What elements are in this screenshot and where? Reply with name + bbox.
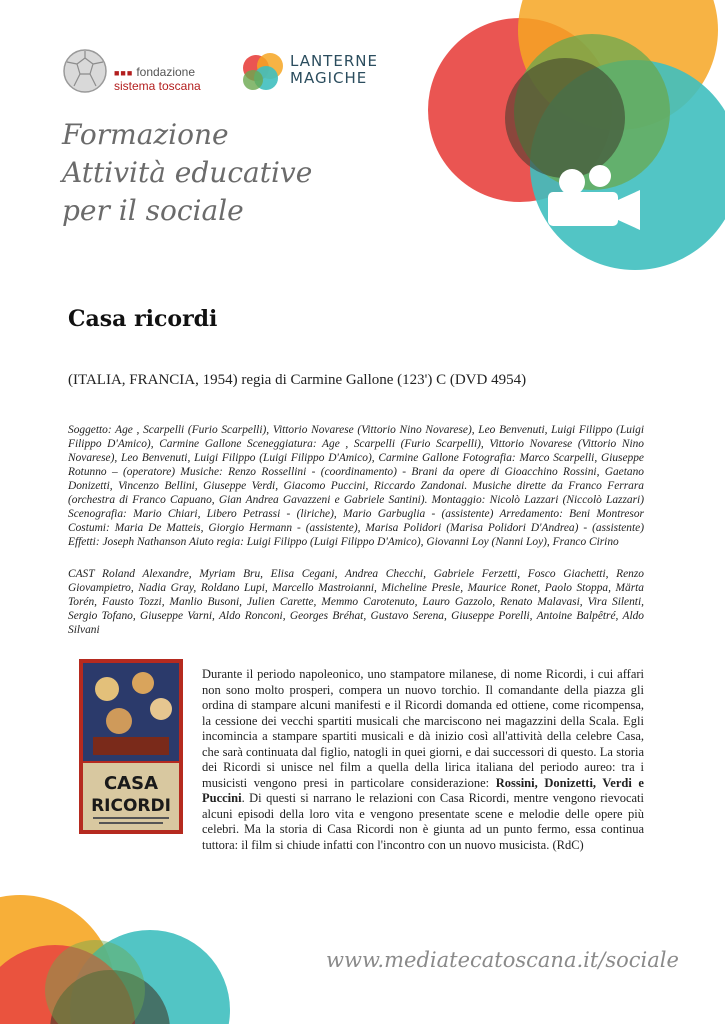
fondazione-sistema-toscana-logo <box>62 48 222 96</box>
footer-url[interactable]: www.mediatecatoscana.it/sociale <box>326 948 679 972</box>
football-icon <box>62 48 108 94</box>
fst-logo-line2: sistema toscana <box>114 79 201 93</box>
synopsis-composers: Rossini, Donizetti, Verdi e Puccini <box>202 775 644 805</box>
heading-line-3: per il sociale <box>62 194 244 227</box>
fst-logo-line1: fondazione <box>136 65 196 79</box>
lm-logo-line1: LANTERNE <box>290 52 378 70</box>
lanterne-magiche-logo <box>240 50 378 98</box>
film-poster <box>79 659 183 834</box>
film-synopsis <box>202 667 644 853</box>
synopsis-text-1: Durante il periodo napoleonico, uno stampatore milanese, di nome Ricordi, i cui affari non sono molto prosperi, compera un nuovo torchio. Il comandante della piazza gli ordina di stampare alcuni manifesti e il Ricordi domanda ed ottiene, come ricompensa, la cessione dei vecchi spartiti musicali che marciscono nei magazzini della Scala. Egli incomincia a stampare spartiti musicali e dà inizio così all'attività della celebre Casa, che sarà continuata dal figlio, natogli in quei giorni, e dai successori di questo. La storia dei Ricordi si unisce nel film a quella della lirica italiana del periodo aureo: tra i musicisti vengono presi in particolare considerazione: <box>202 667 644 790</box>
decorative-circles-bottom <box>0 840 725 1024</box>
lm-logo-line2: MAGICHE <box>290 69 368 87</box>
fst-logo-text <box>114 66 201 93</box>
synopsis-text-2: . Di questi si narrano le relazioni con Casa Ricordi, mentre vengono rievocati alcuni episodi della loro vita e vengono presentate scene e melodie delle opere più celebri. Ma la storia di Casa Ricordi non è giunta ad un punto fermo, essa continua tuttora: il film si chiude infatti con l'incontro con un nuovo musicista. (RdC) <box>202 791 644 852</box>
film-cast: CAST Roland Alexandre, Myriam Bru, Elisa Cegani, Andrea Checchi, Gabriele Ferzetti, Fosco Giachetti, Renzo Giovampietro, Nadia Gray, Roldano Lupi, Marcello Mastroianni, Micheline Presle, Maurice Ronet, Paolo Stoppa, Märta Torén, Fausto Tozzi, Manlio Busoni, Julien Carette, Memmo Carotenuto, Lauro Gazzolo, Renato Malavasi, Vira Silenti, Sergio Tofano, Giuseppe Varni, Aldo Ronconi, Georges Bréhat, Gustavo Serena, Giuseppe Porelli, Antoine Balpêtré, Aldo Silvani <box>68 568 644 636</box>
heading-line-2: Attività educative <box>62 156 313 189</box>
poster-title-line2: RICORDI <box>91 796 171 816</box>
film-title: Casa ricordi <box>68 306 218 332</box>
heading-line-1: Formazione <box>62 118 229 151</box>
lanterne-magiche-symbol-icon <box>240 52 286 92</box>
lanterne-magiche-text <box>290 53 378 87</box>
poster-title-line1: CASA <box>103 773 159 794</box>
squares-icon: ■■■ <box>114 68 134 78</box>
section-heading <box>62 116 312 230</box>
film-info: (ITALIA, FRANCIA, 1954) regia di Carmine Gallone (123') C (DVD 4954) <box>68 372 527 388</box>
film-credits: Soggetto: Age , Scarpelli (Furio Scarpelli), Vittorio Novarese (Vittorio Nino Novarese), Leo Benvenuti, Luigi Filippo (Luigi Filippo D'Amico), Carmine Gallone Sceneggiatura: Age , Scarpelli (Furio Scarpelli), Vittorio Novarese (Vittorio Nino Novarese), Leo Benvenuti, Luigi Filippo (Luigi Filippo D'Amico), Carmine Gallone Fotografia: Marco Scarpelli, Giuseppe Rotunno – (operatore) Musiche: Renzo Rossellini - (coordinamento) - Brani da opere di Gioacchino Rossini, Gaetano Donizetti, Vincenzo Bellini, Giuseppe Verdi, Giacomo Puccini, Riccardo Zandonai. Musiche dirette da Franco Ferrara (orchestra di Franco Capuano, Gian Andrea Gavazzeni e Gabriele Santini). Montaggio: Nicolò Lazzari (Niccolò Lazzari) Scenografia: Mario Chiari, Libero Petrassi - (liriche), Mario Garbuglia - (assistente) Arredamento: Beni Montresor Costumi: Maria De Matteis, Giorgio Hermann - (assistente), Marisa Polidori (Marisa Polidori D'Andrea) - (assistente) Effetti: Joseph Nathanson Aiuto regia: Luigi Filippo (Luigi Filippo D'Amico), Giovanni Loy (Nanni Loy), Franco Cirino <box>68 424 644 548</box>
